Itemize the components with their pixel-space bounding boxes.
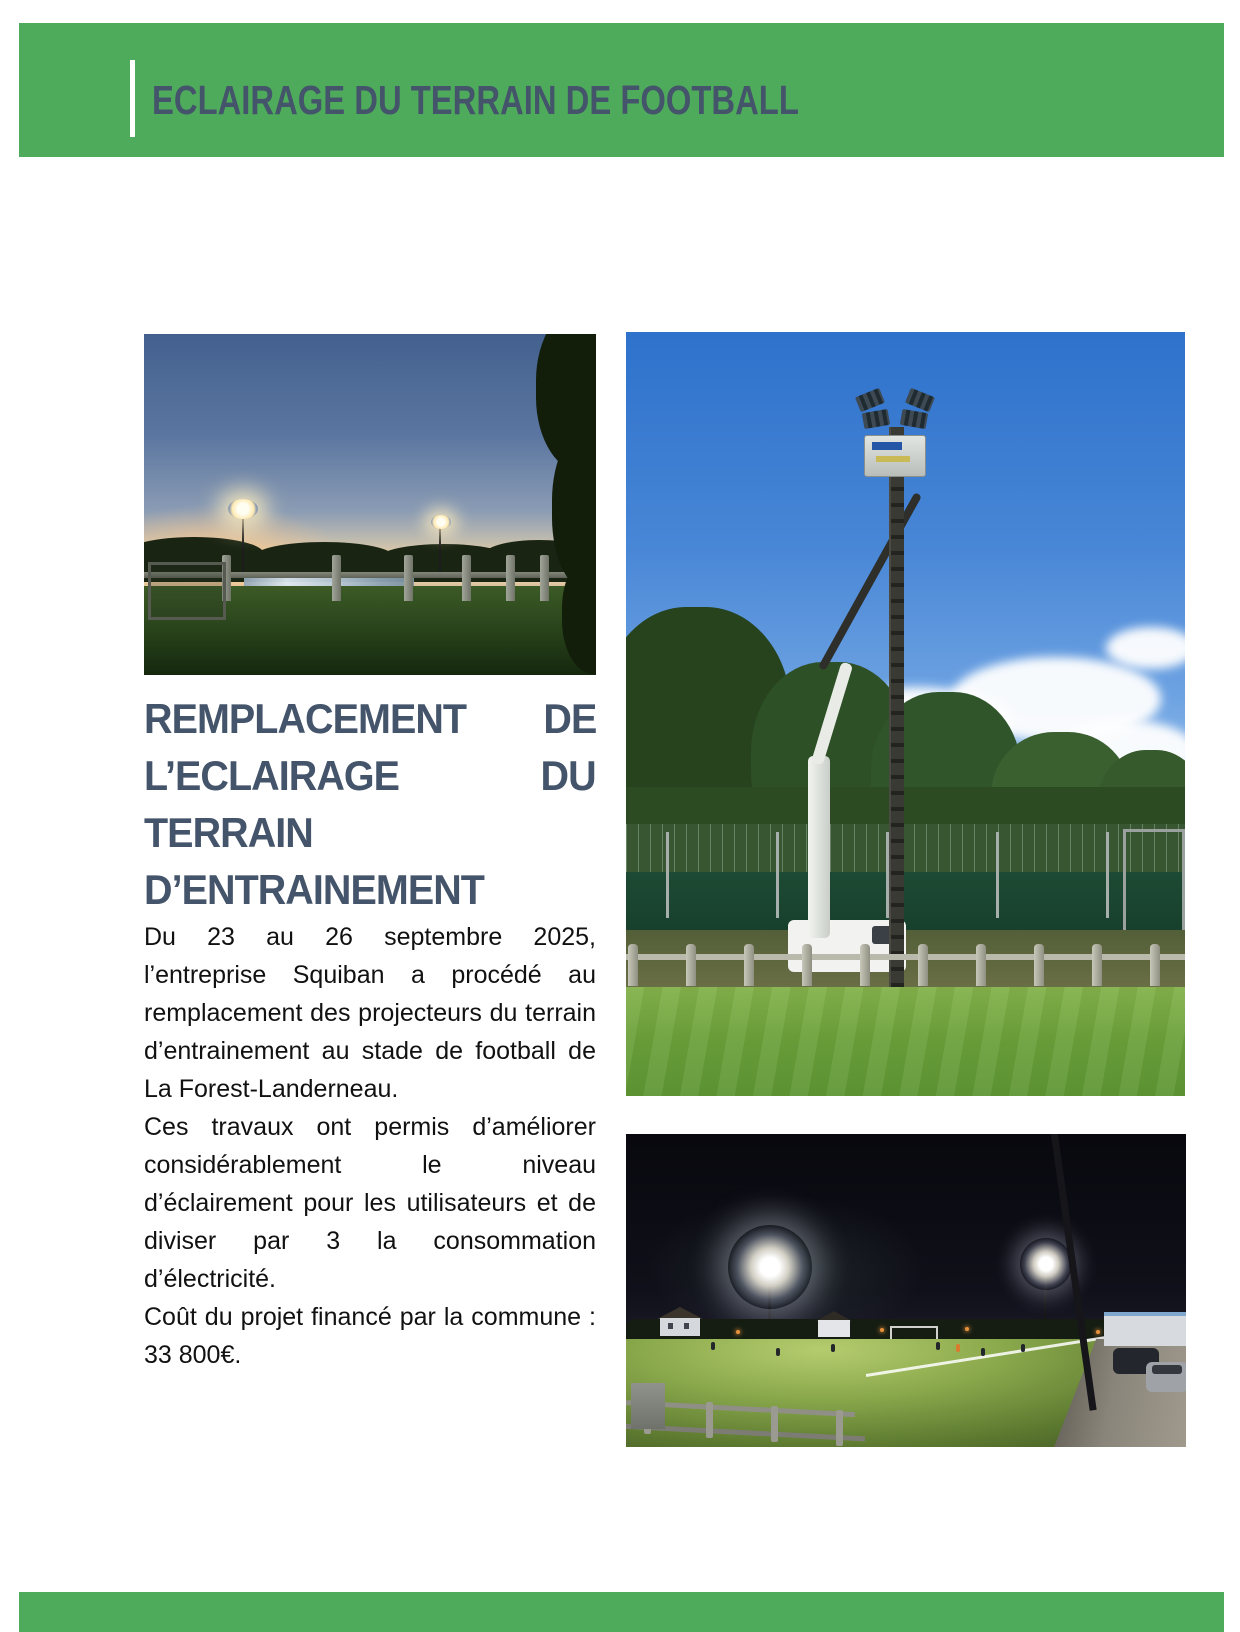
paragraph-dates-works: Du 23 au 26 septembre 2025, l’entreprise Squiban a procédé au remplacement des projecteurs du terrain d’entrainement au stade de football de La Forest-Landerneau. bbox=[144, 923, 596, 1103]
street-light bbox=[880, 1328, 884, 1332]
fence-post bbox=[996, 832, 999, 918]
house bbox=[818, 1320, 850, 1337]
fence-post bbox=[332, 555, 341, 601]
basket-label bbox=[876, 456, 910, 462]
heading-word: DE bbox=[543, 695, 596, 742]
floodlight-glow bbox=[1020, 1238, 1072, 1290]
heading-word: DU bbox=[540, 752, 596, 799]
concrete-block bbox=[631, 1383, 665, 1429]
street-light bbox=[965, 1327, 969, 1331]
page-title: ECLAIRAGE DU TERRAIN DE FOOTBALL bbox=[152, 76, 799, 123]
paragraph-cost: Coût du projet financé par la commune : 33 800€. bbox=[144, 1303, 596, 1369]
fence-post bbox=[404, 555, 413, 601]
photo-dusk-field bbox=[144, 334, 596, 675]
barrier-post bbox=[860, 944, 870, 986]
article-heading-line bbox=[144, 804, 596, 861]
player bbox=[1021, 1344, 1025, 1352]
fence-post bbox=[771, 1406, 778, 1442]
heading-word: TERRAIN bbox=[144, 809, 313, 856]
cloud bbox=[1106, 627, 1185, 669]
floodlight-mast bbox=[889, 427, 904, 1037]
barrier-post bbox=[686, 944, 696, 986]
car-window bbox=[1152, 1365, 1182, 1374]
barrier-post bbox=[628, 944, 638, 986]
article-column bbox=[144, 690, 596, 1374]
article-heading-line bbox=[144, 747, 596, 804]
fence-post bbox=[836, 1410, 843, 1446]
article-heading-line bbox=[144, 861, 596, 918]
header-band bbox=[19, 23, 1224, 157]
fence-post bbox=[540, 555, 549, 601]
player bbox=[956, 1344, 960, 1352]
crane-mast bbox=[808, 756, 830, 938]
fence-post bbox=[776, 832, 779, 918]
player bbox=[936, 1342, 940, 1350]
photo-crane-floodlight bbox=[626, 332, 1185, 1096]
player bbox=[776, 1348, 780, 1356]
floodlight-pole bbox=[242, 514, 244, 576]
barrier-post bbox=[918, 944, 928, 986]
article-heading-line bbox=[144, 690, 596, 747]
floodlight-glow bbox=[728, 1225, 812, 1309]
mowing-stripes bbox=[626, 987, 1185, 1096]
house bbox=[660, 1318, 700, 1336]
fence-post bbox=[462, 555, 471, 601]
heading-word: L’ECLAIRAGE bbox=[144, 752, 400, 799]
fence-post bbox=[706, 1402, 713, 1438]
barrier-post bbox=[1150, 944, 1160, 986]
building bbox=[1104, 1312, 1186, 1346]
player bbox=[981, 1348, 985, 1356]
chain-link-fence bbox=[626, 824, 1185, 876]
basket-label bbox=[872, 442, 902, 450]
fence-post bbox=[506, 555, 515, 601]
player bbox=[711, 1342, 715, 1350]
heading-word: D’ENTRAINEMENT bbox=[144, 866, 484, 913]
street-light bbox=[1096, 1330, 1100, 1334]
floodlight-glow bbox=[431, 515, 451, 529]
paragraph-benefits: Ces travaux ont permis d’améliorer considérablement le niveau d’éclairement pour les utilisateurs et de diviser par 3 la consommation d’électricité. bbox=[144, 1113, 596, 1293]
barrier-post bbox=[802, 944, 812, 986]
fence-post bbox=[1106, 832, 1109, 918]
footer-band bbox=[19, 1592, 1224, 1632]
field-gate bbox=[148, 562, 226, 620]
floodlight-glow bbox=[228, 499, 258, 519]
floodlight-pole bbox=[439, 526, 441, 576]
house-window bbox=[684, 1323, 689, 1329]
fence-post bbox=[666, 832, 669, 918]
barrier-post bbox=[1034, 944, 1044, 986]
header-accent-bar bbox=[130, 60, 135, 137]
player bbox=[831, 1344, 835, 1352]
heading-word: REMPLACEMENT bbox=[144, 695, 467, 742]
barrier-post bbox=[976, 944, 986, 986]
barrier-post bbox=[1092, 944, 1102, 986]
photo-night-pitch bbox=[626, 1134, 1186, 1447]
house-window bbox=[668, 1323, 673, 1329]
barrier-post bbox=[744, 944, 754, 986]
street-light bbox=[736, 1330, 740, 1334]
